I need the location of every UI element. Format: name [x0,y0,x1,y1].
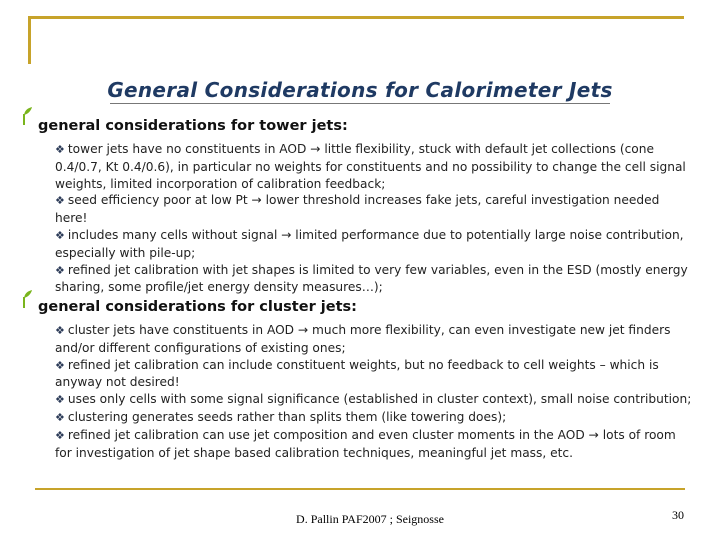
leaf-bullet-icon [20,289,34,309]
diamond-bullet-icon: ❖ [55,194,65,208]
diamond-bullet-icon: ❖ [55,143,65,156]
list-item: ❖ includes many cells without signal → limited performance due to potentially large noise contribution, especially with pile-up; [55,227,684,260]
list-item: ❖ cluster jets have constituents in AOD → much more flexibility, can even investigate new jet finders and/or different configurations of existing ones; [55,323,671,355]
diamond-bullet-icon: ❖ [55,358,65,372]
section-heading-tower-jets: general considerations for tower jets: [38,118,348,134]
list-item: ❖ clustering generates seeds rather than splits them (like towering does); [55,409,507,424]
diamond-bullet-icon: ❖ [55,228,65,242]
list-item: ❖ refined jet calibration can use jet composition and even cluster moments in the AOD → lots of room for investigation of jet shape based calibration techniques, meaningful jet mass, etc. [55,427,676,460]
diamond-bullet-icon: ❖ [55,410,65,424]
top-frame-line [28,16,684,19]
cluster-jets-bullets [55,322,695,461]
list-item: ❖ seed efficiency poor at low Pt → lower threshold increases fake jets, careful investigation needed here! [55,193,660,226]
slide-title: General Considerations for Calorimeter Jets [107,78,613,102]
footer-divider [35,488,685,490]
section-heading-cluster-jets: general considerations for cluster jets: [38,299,357,315]
list-item: ❖ refined jet calibration with jet shapes is limited to very few variables, even in the ESD (mostly energy sharing, some profile/jet energy density measures…); [55,262,688,295]
diamond-bullet-icon: ❖ [55,393,65,407]
diamond-bullet-icon: ❖ [55,428,65,442]
list-item: ❖ uses only cells with some signal significance (established in cluster context), small noise contribution; [55,392,692,407]
list-item: ❖ tower jets have no constituents in AOD → little flexibility, stuck with default jet collections (cone 0.4/0.7, Kt 0.4/0.6), in particular no weights for constituents and no possibility to change the cell signal weights, limited incorporation of calibration feedback; [55,142,686,191]
tower-jets-bullets [55,141,695,296]
diamond-bullet-icon: ❖ [55,263,65,277]
title-underline [110,103,610,104]
diamond-bullet-icon: ❖ [55,324,65,337]
page-number: 30 [672,508,684,522]
leaf-bullet-icon [20,106,34,126]
footer-text: D. Pallin PAF2007 ; Seignosse [296,512,444,526]
left-frame-line [28,16,31,64]
list-item: ❖ refined jet calibration can include constituent weights, but no feedback to cell weights – which is anyway not desired! [55,357,659,390]
